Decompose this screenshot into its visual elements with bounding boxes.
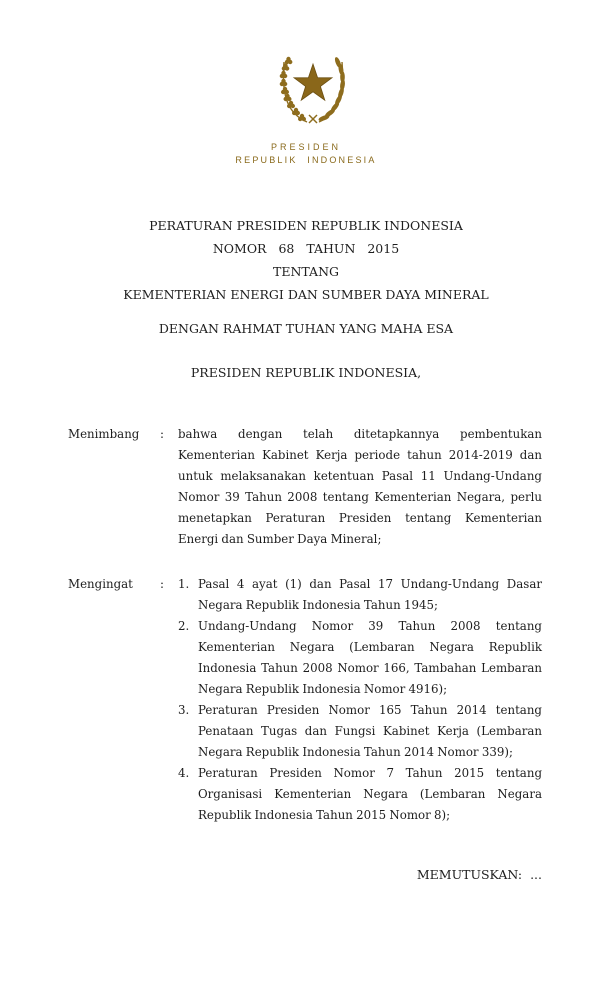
item-number: 1. bbox=[178, 577, 190, 591]
legal-basis-item bbox=[178, 763, 542, 826]
item-text: Peraturan Presiden Nomor 165 Tahun 2014 tentang Penataan Tugas dan Fungsi Kabinet Kerja (Lembaran Negara Republik Indonesia Tahun 2014 Nomor 339); bbox=[198, 703, 542, 759]
item-number: 3. bbox=[178, 703, 190, 717]
item-text: Peraturan Presiden Nomor 7 Tahun 2015 tentang Organisasi Kementerian Negara (Lembaran Negara Republik Indonesia Tahun 2015 Nomor 8); bbox=[198, 766, 542, 822]
salutation-line: PRESIDEN REPUBLIK INDONESIA, bbox=[190, 365, 422, 380]
presidential-emblem-icon bbox=[271, 50, 355, 126]
item-number: 4. bbox=[178, 766, 190, 780]
star-icon bbox=[294, 64, 332, 100]
considering-text: bahwa dengan telah ditetapkannya pembentukan Kementerian Kabinet Kerja periode tahun 2014-2019 dan untuk melaksanakan ketentuan Pasal 11 Undang-Undang Nomor 39 Tahun 2008 tentang Kementerian Negara, perlu menetapkan Peraturan Presiden tentang Kementerian Energi dan Sumber Daya Mineral; bbox=[178, 427, 542, 546]
legal-basis-item bbox=[178, 574, 542, 616]
title-line-tentang: TENTANG bbox=[272, 264, 339, 279]
title-line-subject: KEMENTERIAN ENERGI DAN SUMBER DAYA MINERAL bbox=[123, 287, 489, 302]
item-text: Undang-Undang Nomor 39 Tahun 2008 tentang Kementerian Negara (Lembaran Negara Republik Indonesia Tahun 2008 Nomor 166, Tambahan Lembaran Negara Republik Indonesia Nomor 4916); bbox=[198, 619, 542, 696]
regulation-title bbox=[0, 214, 612, 306]
considering-colon: : bbox=[160, 427, 164, 441]
laurel-wreath-right bbox=[318, 57, 345, 122]
title-line-regulation: PERATURAN PRESIDEN REPUBLIK INDONESIA bbox=[149, 218, 463, 233]
considering-label: Menimbang bbox=[68, 427, 140, 441]
title-line-number: NOMOR 68 TAHUN 2015 bbox=[212, 241, 400, 256]
letterhead-republik-indonesia: REPUBLIK INDONESIA bbox=[235, 155, 377, 165]
decision-line: MEMUTUSKAN: ... bbox=[416, 867, 542, 882]
rice-wreath-left bbox=[280, 57, 307, 122]
letterhead-presiden: PRESIDEN bbox=[270, 142, 341, 152]
invocation-line: DENGAN RAHMAT TUHAN YANG MAHA ESA bbox=[158, 321, 454, 336]
legal-basis-list bbox=[178, 574, 542, 826]
recalling-colon: : bbox=[160, 577, 164, 591]
item-number: 2. bbox=[178, 619, 190, 633]
legal-basis-item bbox=[178, 616, 542, 700]
recalling-section bbox=[68, 574, 542, 826]
item-text: Pasal 4 ayat (1) dan Pasal 17 Undang-Undang Dasar Negara Republik Indonesia Tahun 1945; bbox=[198, 577, 542, 612]
considering-section bbox=[68, 424, 542, 550]
wreath-tie bbox=[309, 115, 317, 123]
recalling-label: Mengingat bbox=[68, 577, 133, 591]
legal-basis-item bbox=[178, 700, 542, 763]
